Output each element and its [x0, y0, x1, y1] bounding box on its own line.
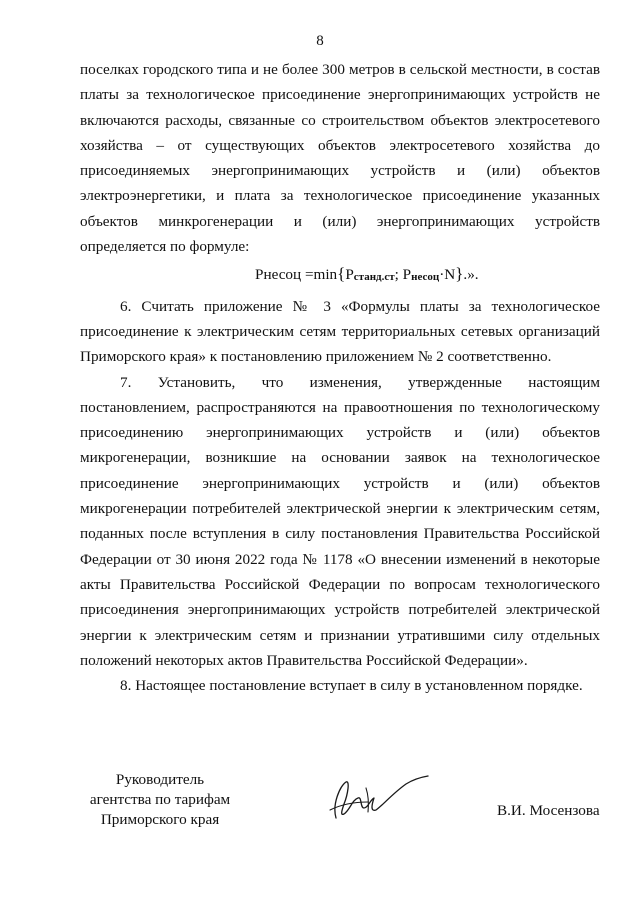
formula-close-brace: } [455, 264, 464, 284]
paragraph-8: 8. Настоящее постановление вступает в силу в установленном порядке. [120, 677, 583, 695]
page-number: 8 [316, 33, 324, 49]
paragraph-7: 7. Установить, что изменения, утвержденные настоящим постановлением, распространяются на правоотношения по технологическому присоединению энергопринимающих устройств и (или) объектов микрогенерации, возникшие на основании заявок на технологическое присоединение энергопринимающих устройств и (или) объектов микрогенерации потребителей электрической энергии к электрическим сетям, поданных после вступления в силу постановления Правительства Российской Федерации от 30 июня 2022 года № 1178 «О внесении изменений в некоторые акты Правительства Российской Федерации по вопросам технологического присоединения энергопринимающих устройств потребителей электрической энергии к электрическим сетям и признании утратившими силу отдельных положений некоторых актов Правительства Российской Федерации». [80, 373, 600, 669]
paragraph-6: 6. Считать приложение № 3 «Формулы платы за технологическое присоединение к электрическим сетям территориальных сетевых организаций Приморского края» к постановлению приложением № 2 соответственно. [80, 297, 600, 366]
formula-term2-tail: ·N [439, 266, 456, 284]
formula-suffix: .». [463, 266, 479, 284]
formula-term1: P [345, 266, 354, 284]
signatory-title [80, 770, 240, 830]
formula-term2-subscript: несоц [411, 271, 440, 284]
formula-term2: P [402, 266, 412, 284]
formula-lhs: Pнесоц =min [255, 266, 338, 284]
formula [80, 259, 600, 293]
formula-term1-subscript: станд.ст [353, 271, 395, 284]
document-body [80, 57, 600, 698]
signatory-title-line: Приморского края [100, 811, 220, 828]
signatory-title-line: агентства по тарифам [89, 791, 231, 808]
signatory-title-line: Руководитель [115, 771, 205, 788]
formula-separator: ; [394, 266, 403, 284]
handwritten-signature [322, 774, 432, 824]
formula-open-brace: { [337, 264, 346, 284]
intro-paragraph: поселках городского типа и не более 300 метров в сельской местности, в состав платы за технологическое присоединение энергопринимающих устройств не включаются расходы, связанные со строительством объектов электросетевого хозяйства – от существующих объектов электросетевого хозяйства до присоединяемых энергопринимающих устройств и (или) объектов электроэнергетики, и плата за технологическое присоединение указанных объектов минкрогенерации и (или) энергопринимающих устройств определяется по формуле: [80, 61, 600, 256]
signatory-name: В.И. Мосензова [497, 802, 600, 819]
